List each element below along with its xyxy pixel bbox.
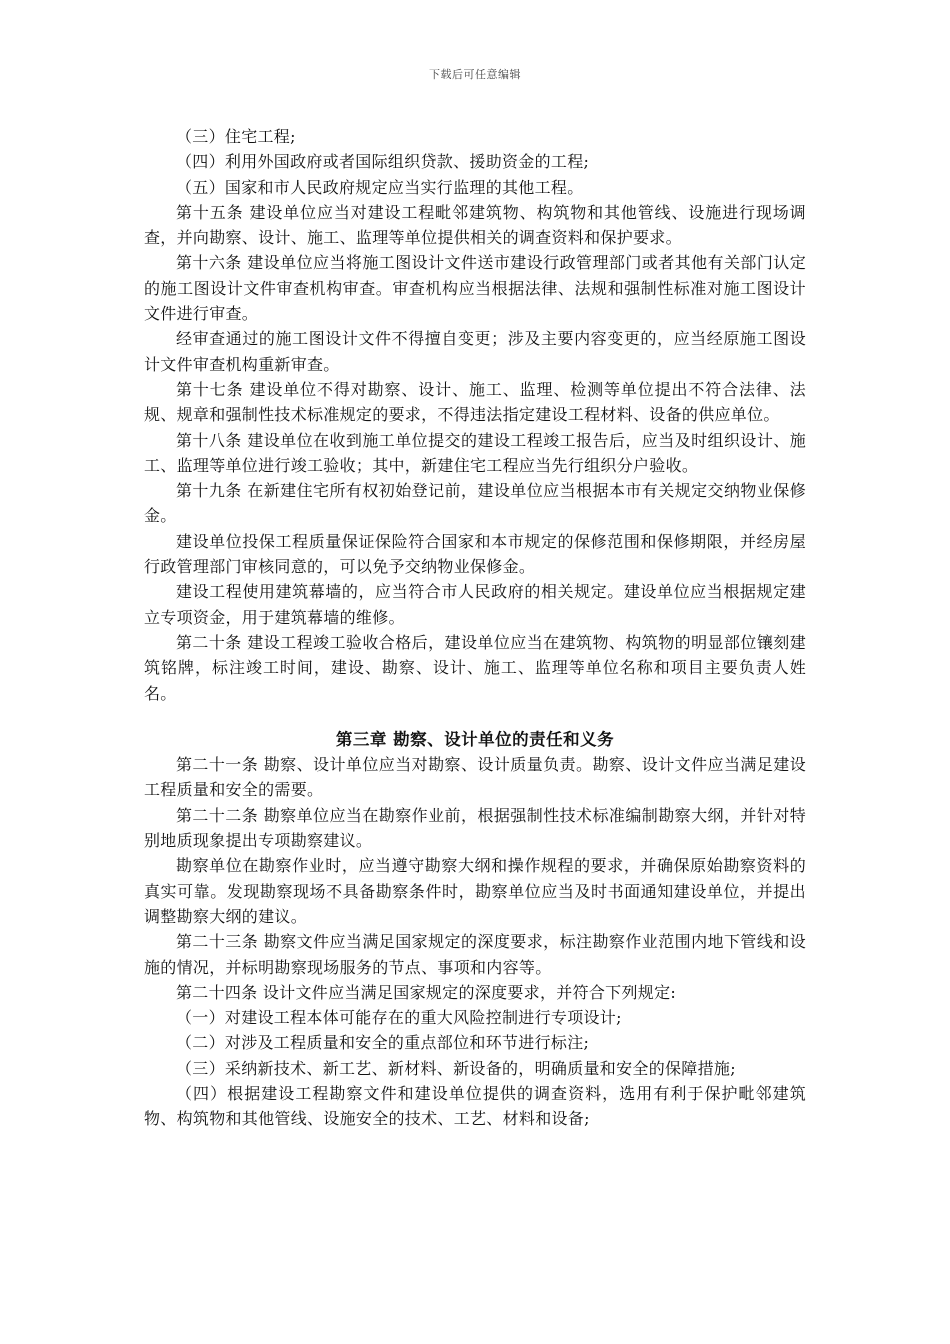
article-23: 第二十三条 勘察文件应当满足国家规定的深度要求，标注勘察作业范围内地下管线和设施的情况，并标明勘察现场服务的节点、事项和内容等。 bbox=[144, 932, 806, 977]
paragraph: （三）住宅工程; bbox=[176, 127, 296, 146]
paragraph: （四）利用外国政府或者国际组织贷款、援助资金的工程; bbox=[176, 152, 590, 172]
article-24: 第二十四条 设计文件应当满足国家规定的深度要求，并符合下列规定: bbox=[176, 982, 677, 1002]
paragraph: 经审查通过的施工图设计文件不得擅自变更；涉及主要内容变更的，应当经原施工图设计文件审查机构重新审查。 bbox=[144, 329, 806, 374]
article-18: 第十八条 建设单位在收到施工单位提交的建设工程竣工报告后，应当及时组织设计、施工、监理等单位进行竣工验收；其中，新建住宅工程应当先行组织分户验收。 bbox=[144, 430, 806, 475]
paragraph: 建设工程使用建筑幕墙的，应当符合市人民政府的相关规定。建设单位应当根据规定建立专项资金，用于建筑幕墙的维修。 bbox=[144, 582, 806, 627]
list-item: （二）对涉及工程质量和安全的重点部位和环节进行标注; bbox=[176, 1033, 590, 1053]
paragraph: 勘察单位在勘察作业时，应当遵守勘察大纲和操作规程的要求，并确保原始勘察资料的真实可靠。发现勘察现场不具备勘察条件时，勘察单位应当及时书面通知建设单位，并提出调整勘察大纲的建议。 bbox=[144, 856, 806, 926]
article-20: 第二十条 建设工程竣工验收合格后，建设单位应当在建筑物、构筑物的明显部位镶刻建筑铭牌，标注竣工时间，建设、勘察、设计、施工、监理等单位名称和项目主要负责人姓名。 bbox=[144, 632, 806, 703]
chapter-title: 第三章 勘察、设计单位的责任和义务 bbox=[335, 729, 615, 749]
paragraph: （五）国家和市人民政府规定应当实行监理的其他工程。 bbox=[176, 177, 584, 197]
article-17: 第十七条 建设单位不得对勘察、设计、施工、监理、检测等单位提出不符合法律、法规、规章和强制性技术标准规定的要求，不得违法指定建设工程材料、设备的供应单位。 bbox=[144, 379, 806, 425]
article-19: 第十九条 在新建住宅所有权初始登记前，建设单位应当根据本市有关规定交纳物业保修金。 bbox=[144, 481, 806, 526]
list-item: （一）对建设工程本体可能存在的重大风险控制进行专项设计; bbox=[176, 1008, 622, 1028]
paragraph: 建设单位投保工程质量保证保险符合国家和本市规定的保修范围和保修期限，并经房屋行政管理部门审核同意的，可以免予交纳物业保修金。 bbox=[144, 531, 806, 577]
article-15: 第十五条 建设单位应当对建设工程毗邻建筑物、构筑物和其他管线、设施进行现场调查，并向勘察、设计、施工、监理等单位提供相关的调查资料和保护要求。 bbox=[144, 202, 806, 248]
list-item: （四）根据建设工程勘察文件和建设单位提供的调查资料，选用有利于保护毗邻建筑物、构筑物和其他管线、设施安全的技术、工艺、材料和设备; bbox=[144, 1083, 806, 1129]
page-header: 下载后可任意编辑 bbox=[429, 68, 521, 81]
list-item: （三）采纳新技术、新工艺、新材料、新设备的，明确质量和安全的保障措施; bbox=[176, 1058, 736, 1078]
article-21: 第二十一条 勘察、设计单位应当对勘察、设计质量负责。勘察、设计文件应当满足建设工程质量和安全的需要。 bbox=[144, 755, 806, 800]
article-16: 第十六条 建设单位应当将施工图设计文件送市建设行政管理部门或者其他有关部门认定的施工图设计文件审查机构审查。审查机构应当根据法律、法规和强制性标准对施工图设计文件进行审查。 bbox=[144, 253, 806, 324]
article-22: 第二十二条 勘察单位应当在勘察作业前，根据强制性技术标准编制勘察大纲，并针对特别地质现象提出专项勘察建议。 bbox=[144, 805, 806, 851]
document-body bbox=[144, 124, 806, 1132]
